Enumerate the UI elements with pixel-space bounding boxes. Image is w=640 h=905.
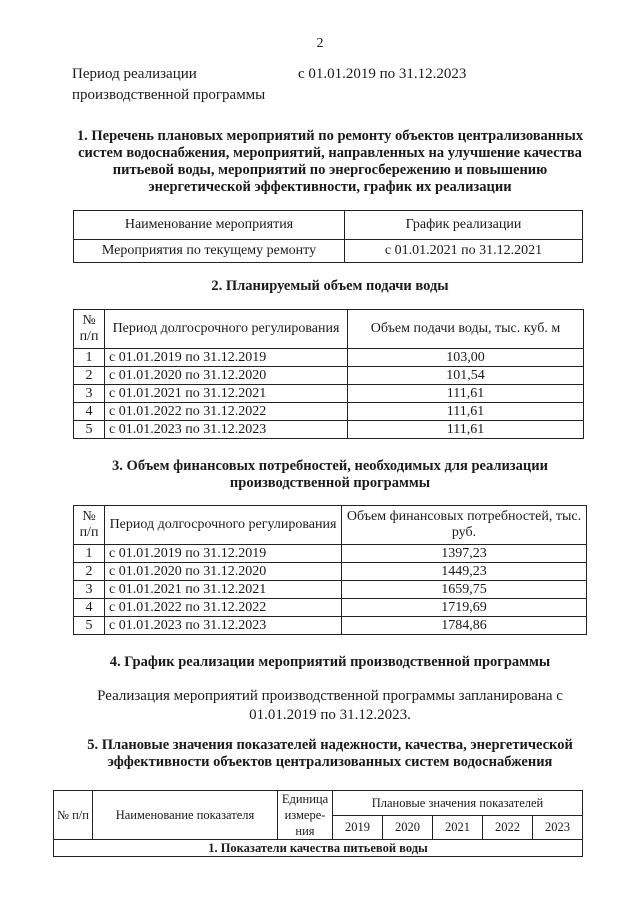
row-period: с 01.01.2022 по 31.12.2022 [105, 403, 348, 421]
table-row [74, 421, 584, 439]
row-value: 111,61 [348, 385, 584, 403]
row-value: 1449,23 [342, 563, 587, 581]
activities-col-name: Наименование мероприятия [74, 211, 345, 240]
indicators-col-num: № п/п [54, 791, 93, 840]
year-2020: 2020 [382, 815, 432, 840]
indicators-col-name: Наименование показателя [93, 791, 278, 840]
year-2021: 2021 [432, 815, 482, 840]
activities-table [73, 210, 583, 263]
year-2019: 2019 [333, 815, 383, 840]
row-num: 5 [74, 421, 105, 439]
row-value: 1659,75 [342, 581, 587, 599]
water-col-num: № п/п [74, 310, 105, 349]
row-period: с 01.01.2023 по 31.12.2023 [105, 617, 342, 635]
row-num: 5 [74, 617, 105, 635]
row-value: 111,61 [348, 421, 584, 439]
period-value: с 01.01.2019 по 31.12.2023 [298, 66, 467, 82]
row-num: 3 [74, 581, 105, 599]
table-row [74, 403, 584, 421]
table-row [74, 563, 587, 581]
activities-col-schedule: График реализации [345, 211, 583, 240]
row-value: 101,54 [348, 367, 584, 385]
period-label-line2: производственной программы [72, 87, 266, 103]
row-period: с 01.01.2022 по 31.12.2022 [105, 599, 342, 617]
row-num: 1 [74, 349, 105, 367]
row-num: 2 [74, 367, 105, 385]
period-label-line1: Период реализации [72, 66, 197, 82]
indicators-col-plan: Плановые значения показателей [333, 791, 583, 816]
section5-title: 5. Плановые значения показателей надежности, качества, энергетической эффективности объектов централизованных систем водоснабжения [87, 737, 573, 770]
row-value: 1719,69 [342, 599, 587, 617]
table-row [74, 599, 587, 617]
finance-col-value: Объем финансовых потребностей, тыс. руб. [342, 506, 587, 545]
section1-title: 1. Перечень плановых мероприятий по ремонту объектов централизованных систем водоснабжения, мероприятий, направленных на улучшение качества питьевой воды, мероприятий по энергосбережению и повышению энергетической эффективности, график их реализации [76, 128, 584, 195]
row-value: 1784,86 [342, 617, 587, 635]
table-row [74, 349, 584, 367]
row-period: с 01.01.2021 по 31.12.2021 [105, 581, 342, 599]
section4-title: 4. График реализации мероприятий производственной программы [109, 654, 551, 670]
section4-text: Реализация мероприятий производственной программы запланирована с 01.01.2019 по 31.12.2023. [97, 688, 563, 723]
row-period: с 01.01.2020 по 31.12.2020 [105, 563, 342, 581]
indicators-table [53, 790, 583, 857]
page-number: 2 [316, 36, 324, 51]
year-2023: 2023 [532, 815, 582, 840]
row-period: с 01.01.2023 по 31.12.2023 [105, 421, 348, 439]
row-num: 1 [74, 545, 105, 563]
section2-title: 2. Планируемый объем подачи воды [211, 278, 449, 294]
row-num: 3 [74, 385, 105, 403]
water-col-value: Объем подачи воды, тыс. куб. м [348, 310, 584, 349]
year-2022: 2022 [482, 815, 532, 840]
finance-table [73, 505, 587, 635]
table-row [74, 385, 584, 403]
table-row [74, 617, 587, 635]
row-num: 4 [74, 599, 105, 617]
finance-col-period: Период долгосрочного регулирования [105, 506, 342, 545]
finance-col-num: № п/п [74, 506, 105, 545]
row-value: 103,00 [348, 349, 584, 367]
table-row [74, 545, 587, 563]
period-label [72, 64, 265, 106]
indicators-col-unit: Единица измере-ния [278, 791, 333, 840]
water-supply-table [73, 309, 584, 439]
water-col-period: Период долгосрочного регулирования [105, 310, 348, 349]
row-period: с 01.01.2020 по 31.12.2020 [105, 367, 348, 385]
row-period: с 01.01.2019 по 31.12.2019 [105, 349, 348, 367]
row-period: с 01.01.2019 по 31.12.2019 [105, 545, 342, 563]
section3-title: 3. Объем финансовых потребностей, необходимых для реализации производственной программы [112, 458, 548, 491]
table-row [74, 367, 584, 385]
row-value: 111,61 [348, 403, 584, 421]
activities-row-name: Мероприятия по текущему ремонту [74, 240, 345, 263]
row-num: 2 [74, 563, 105, 581]
row-value: 1397,23 [342, 545, 587, 563]
table-row [74, 581, 587, 599]
row-num: 4 [74, 403, 105, 421]
activities-row-schedule: с 01.01.2021 по 31.12.2021 [345, 240, 583, 263]
indicators-subheader: 1. Показатели качества питьевой воды [54, 840, 583, 857]
row-period: с 01.01.2021 по 31.12.2021 [105, 385, 348, 403]
